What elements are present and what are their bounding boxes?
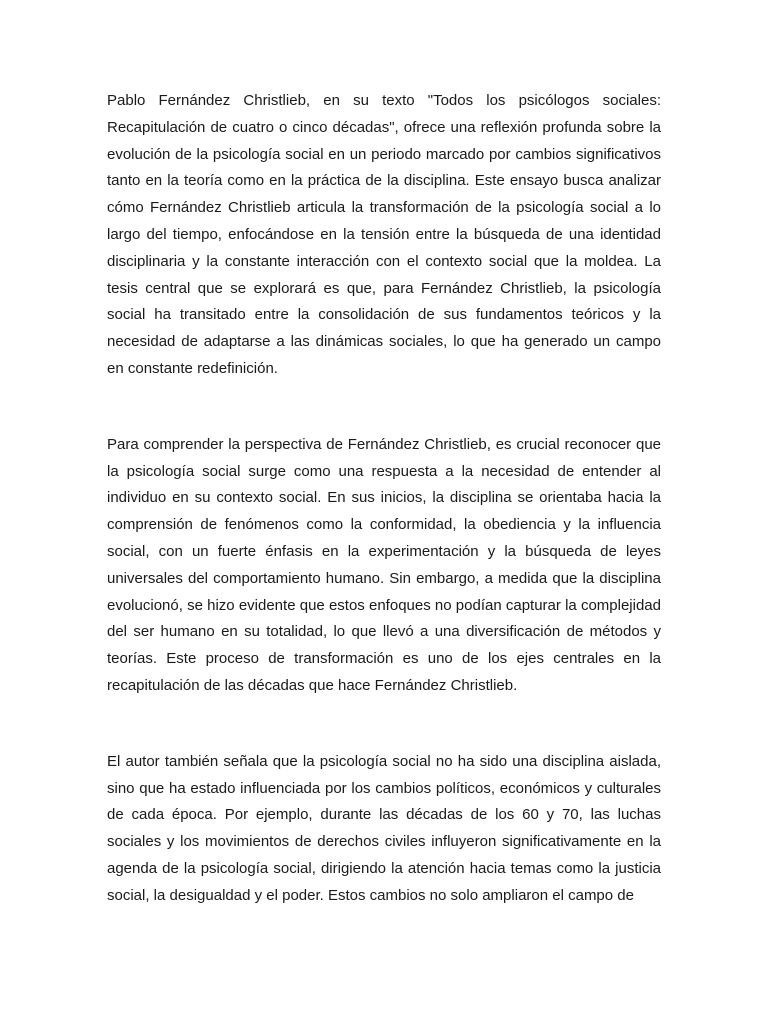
paragraph-3: El autor también señala que la psicología social no ha sido una disciplina aislada, sino que ha estado influenciada por los cambios políticos, económicos y culturales de cada época. Por ejemplo, durante las décadas de los 60 y 70, las luchas sociales y los movimientos de derechos civiles influyeron significativamente en la agenda de la psicología social, dirigiendo la atención hacia temas como la justicia social, la desigualdad y el poder. Estos cambios no solo ampliaron el campo de (107, 752, 661, 904)
paragraph-2: Para comprender la perspectiva de Fernández Christlieb, es crucial reconocer que la psicología social surge como una respuesta a la necesidad de entender al individuo en su contexto social. En sus inicios, la disciplina se orientaba hacia la comprensión de fenómenos como la conformidad, la obediencia y la influencia social, con un fuerte énfasis en la experimentación y la búsqueda de leyes universales del comportamiento humano. Sin embargo, a medida que la disciplina evolucionó, se hizo evidente que estos enfoques no podían capturar la complejidad del ser humano en su totalidad, lo que llevó a una diversificación de métodos y teorías. Este proceso de transformación es uno de los ejes centrales en la recapitulación de las décadas que hace Fernández Christlieb. (107, 435, 661, 694)
paragraph-1: Pablo Fernández Christlieb, en su texto "Todos los psicólogos sociales: Recapitulación de cuatro o cinco décadas", ofrece una reflexión profunda sobre la evolución de la psicología social en un periodo marcado por cambios significativos tanto en la teoría como en la práctica de la disciplina. Este ensayo busca analizar cómo Fernández Christlieb articula la transformación de la psicología social a lo largo del tiempo, enfocándose en la tensión entre la búsqueda de una identidad disciplinaria y la constante interacción con el contexto social que la moldea. La tesis central que se explorará es que, para Fernández Christlieb, la psicología social ha transitado entre la consolidación de sus fundamentos teóricos y la necesidad de adaptarse a las dinámicas sociales, lo que ha generado un campo en constante redefinición. (107, 92, 661, 377)
document-body (107, 88, 661, 910)
